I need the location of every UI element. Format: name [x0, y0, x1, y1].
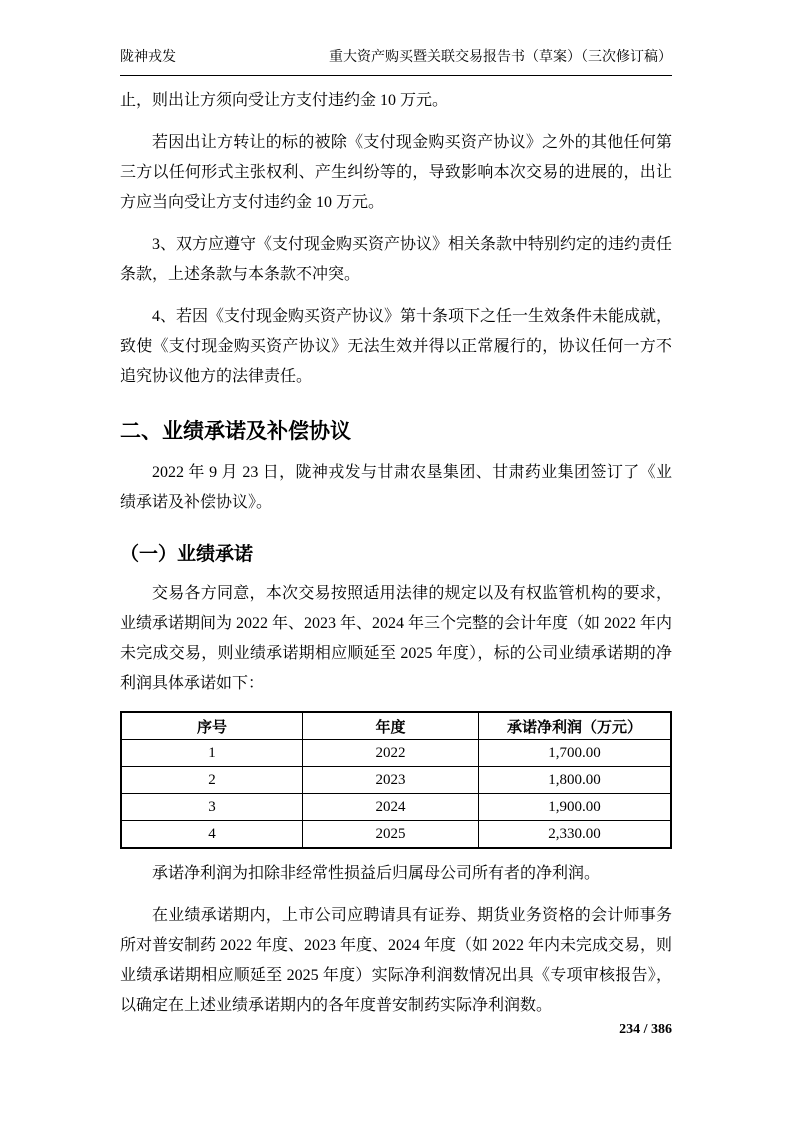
net-profit-commitment-table — [120, 711, 672, 849]
paragraph-clause-3: 3、双方应遵守《支付现金购买资产协议》相关条款中特别约定的违约责任条款，上述条款与本条款不冲突。 — [120, 236, 673, 283]
cell-year: 2024 — [303, 794, 479, 821]
table-row — [121, 821, 671, 849]
paragraph-third-party-claim: 若因出让方转让的标的被除《支付现金购买资产协议》之外的其他任何第三方以任何形式主张权利、产生纠纷等的，导致影响本次交易的进展的，出让方应当向受让方支付违约金 10 万元。 — [120, 134, 672, 211]
table-row — [121, 767, 671, 794]
cell-net-profit: 1,900.00 — [479, 794, 672, 821]
cell-year: 2023 — [303, 767, 479, 794]
cell-index: 4 — [121, 821, 303, 849]
cell-index: 1 — [121, 740, 303, 767]
cell-net-profit: 1,700.00 — [479, 740, 672, 767]
paragraph-audit-requirement: 在业绩承诺期内，上市公司应聘请具有证券、期货业务资格的会计师事务所对普安制药 2022 年度、2023 年度、2024 年度（如 2022 年内未完成交易，则业绩承诺期相应顺延至 2025 年度）实际净利润数情况出具《专项审核报告》，以确定在上述业绩承诺期内的各年度普安制药实际净利润数。 — [120, 907, 673, 1014]
running-header — [120, 48, 672, 76]
paragraph-net-profit-definition: 承诺净利润为扣除非经常性损益后归属母公司所有者的净利润。 — [152, 865, 601, 882]
header-report-title: 重大资产购买暨关联交易报告书（草案）（三次修订稿） — [329, 50, 672, 65]
page-number: 234 / 386 — [619, 1022, 672, 1037]
header-company-name: 陇神戎发 — [120, 50, 176, 65]
paragraph-continuation: 止，则出让方须向受让方支付违约金 10 万元。 — [120, 92, 449, 109]
paragraph-agreement-signing: 2022 年 9 月 23 日，陇神戎发与甘肃农垦集团、甘肃药业集团签订了《业绩承诺及补偿协议》。 — [120, 464, 672, 511]
table-row — [121, 794, 671, 821]
paragraph-clause-4: 4、若因《支付现金购买资产协议》第十条项下之任一生效条件未能成就，致使《支付现金购买资产协议》无法生效并得以正常履行的，协议任何一方不追究协议他方的法律责任。 — [120, 308, 673, 385]
cell-year: 2025 — [303, 821, 479, 849]
paragraph-commitment-period: 交易各方同意，本次交易按照适用法律的规定以及有权监管机构的要求，业绩承诺期间为 2022 年、2023 年、2024 年三个完整的会计年度（如 2022 年内未完成交易，则业绩承诺期相应顺延至 2025 年度），标的公司业绩承诺期的净利润具体承诺如下： — [120, 585, 673, 692]
cell-index: 2 — [121, 767, 303, 794]
table-header-row — [121, 712, 671, 740]
cell-index: 3 — [121, 794, 303, 821]
cell-net-profit: 1,800.00 — [479, 767, 672, 794]
subsection-heading-commitment: （一）业绩承诺 — [120, 544, 254, 565]
document-body — [120, 86, 672, 1021]
cell-net-profit: 2,330.00 — [479, 821, 672, 849]
section-heading-performance-commitment: 二、业绩承诺及补偿协议 — [120, 420, 351, 443]
table-header-year: 年度 — [303, 712, 479, 740]
table-header-net-profit: 承诺净利润（万元） — [479, 712, 672, 740]
table-header-index: 序号 — [121, 712, 303, 740]
cell-year: 2022 — [303, 740, 479, 767]
table-row — [121, 740, 671, 767]
